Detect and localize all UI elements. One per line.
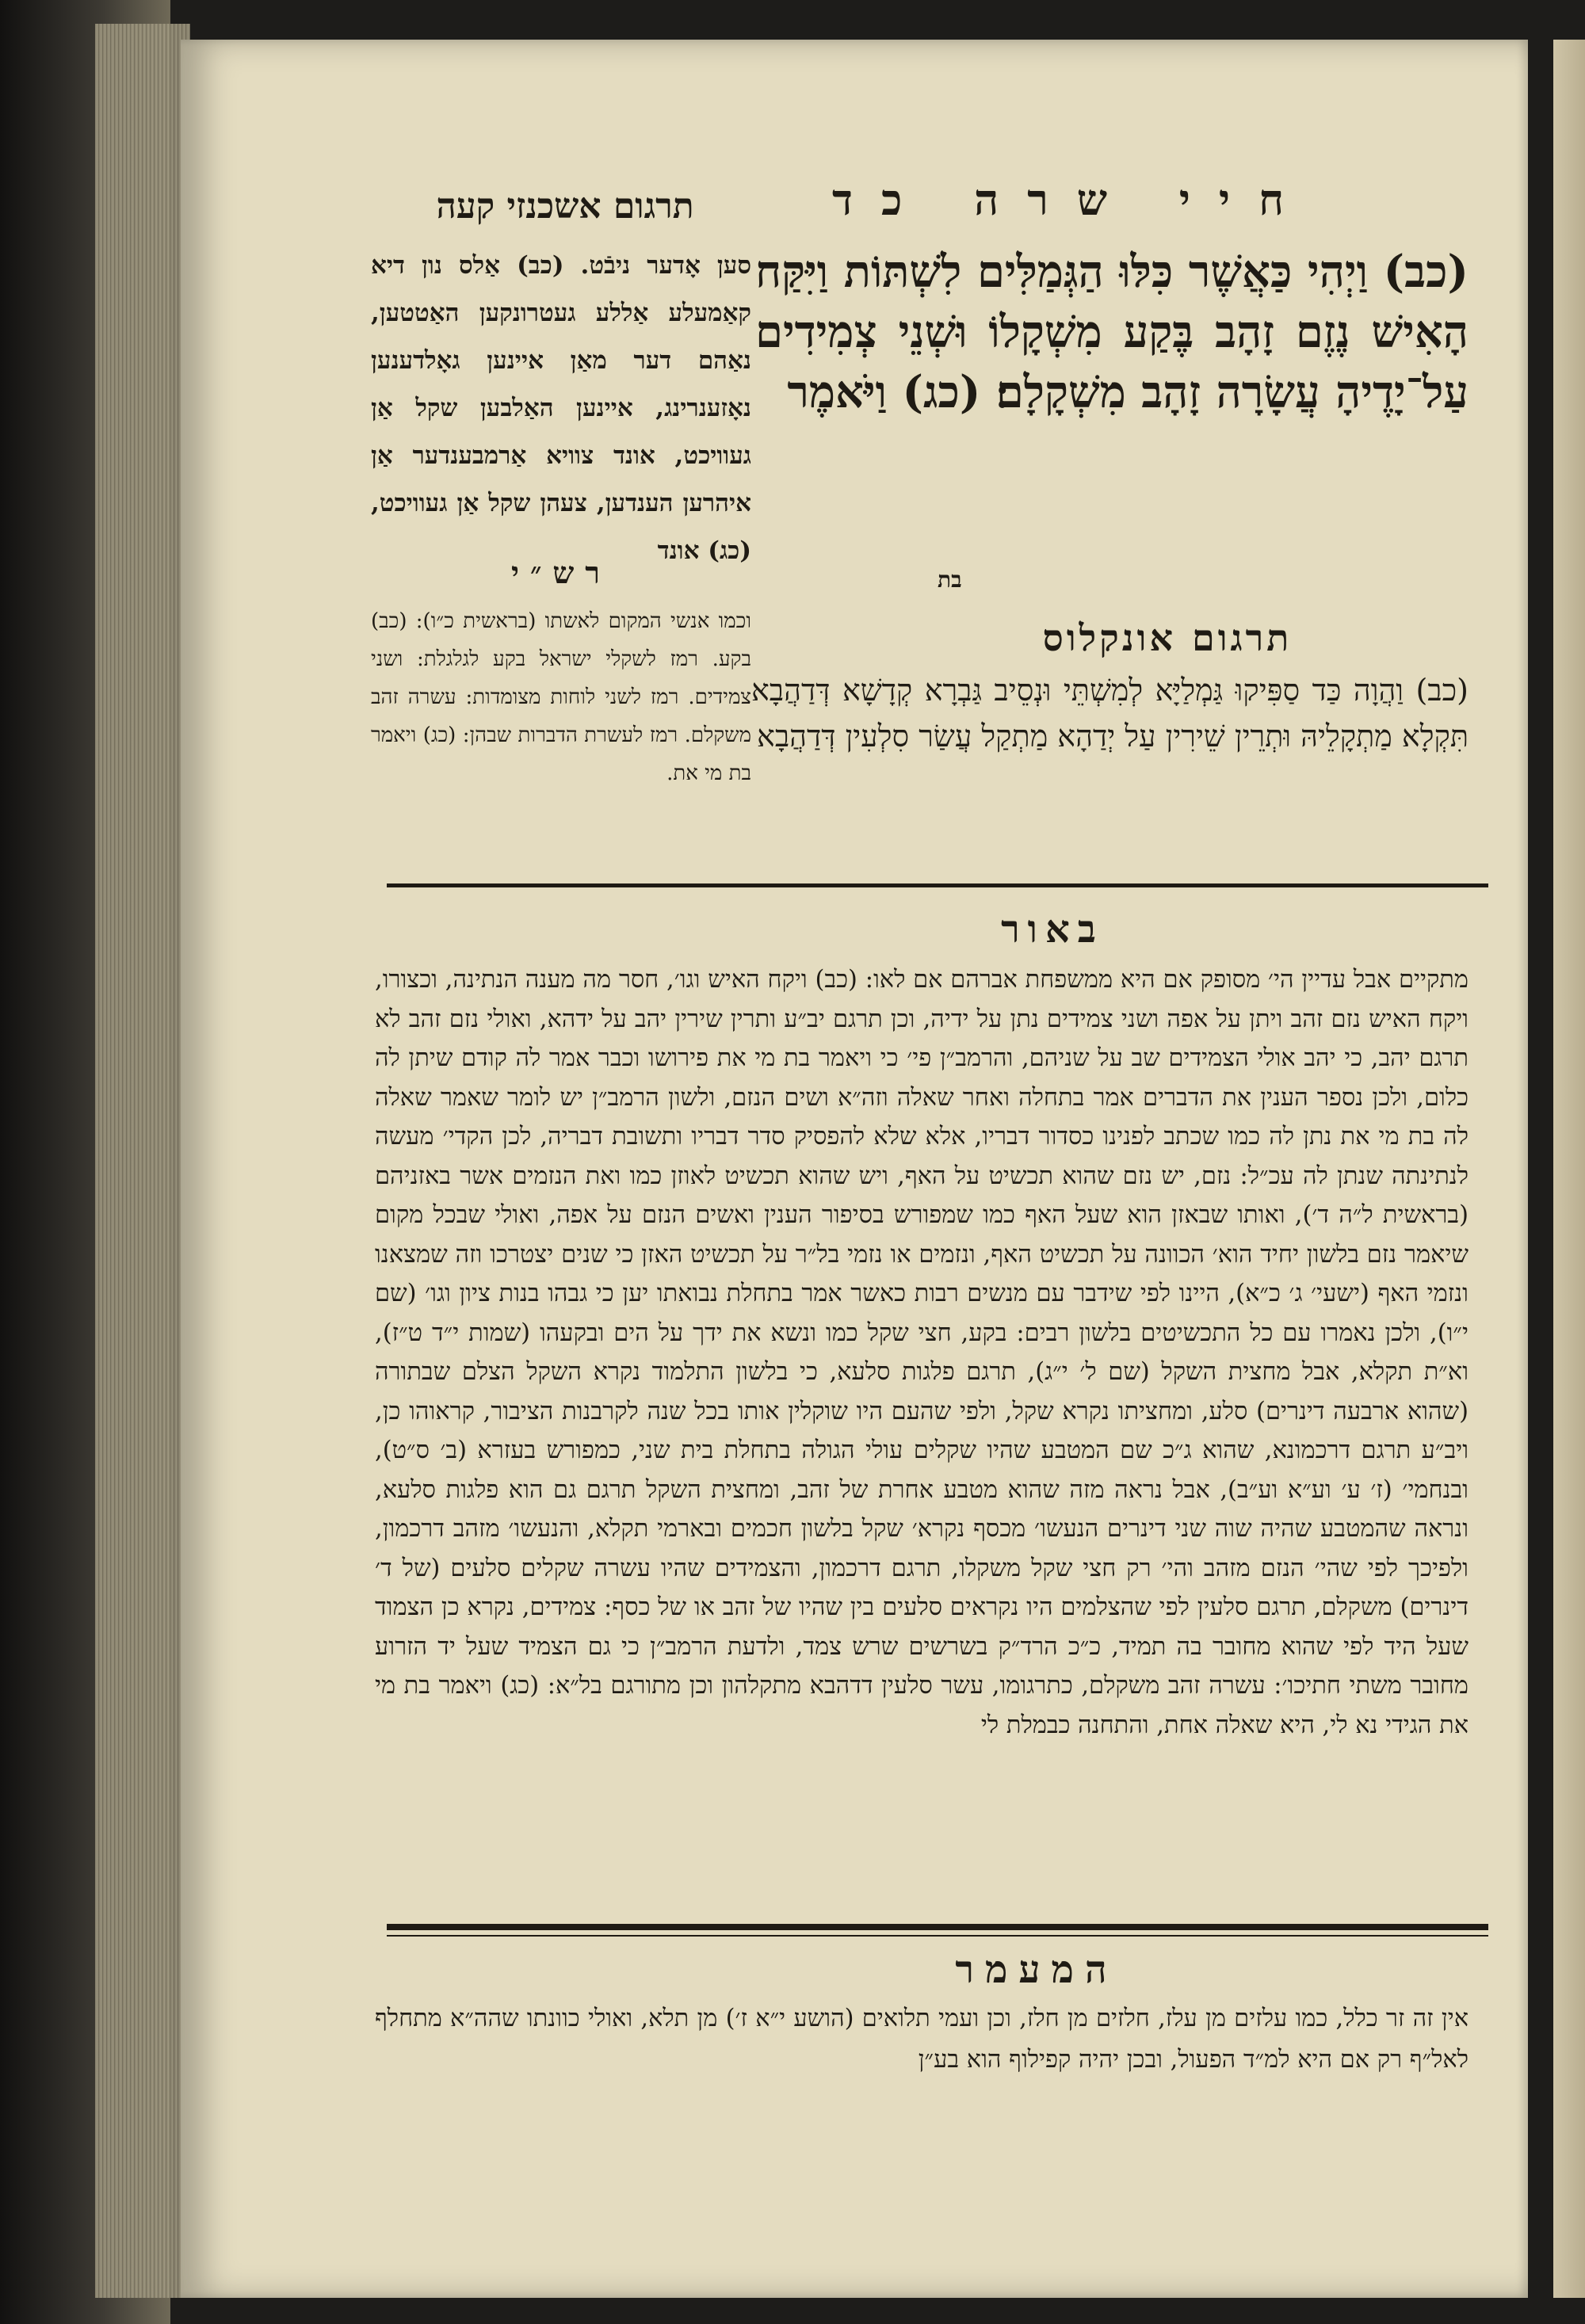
ashkenazi-translation-text: סען אָדער ניבֿט. (כב) אַלס נון דיא קאַמעלע אַללע געטרונקען האַטטען, נאַהם דער מאַן איינען גאָלדענען נאָזענרינג, איינען האַלבען שקל אַן געוויכט, אונד צוויא אַרמבענדער אַן איהרען הענדען, צעהן שקל אַן געוויכט, (כג) אונד (371, 251, 751, 565)
onkelos-text: (כב) וַהֲוָה כַּד סַפִּיקוּ גַּמְלַיָּא לְמִשְׁתֵּי וּנְסֵיב גַּבְרָא קְדָשָׁא דְּדַהֲבָא תִּקְלָא מַתְקָלֵיהּ וּתְרֵין שֵׁירִין עַל יְדַהָא מַתְקַל עֲשַׂר סִלְעִין דְּדַהֲבָא (751, 673, 1469, 754)
maamar-heading: המעמר (955, 1948, 1118, 1992)
rashi-heading: רש״י (511, 555, 611, 590)
biur-heading: באור (1001, 907, 1104, 952)
section-divider (387, 883, 1488, 887)
running-header-parasha: חיי שרה כד (831, 174, 1313, 225)
rashi-commentary-text: וכמו אנשי המקום לאשתו (בראשית כ״ו): (כב) בקע. רמז לשקלי ישראל בקע לגלגלת: ושני צמידים. רמז לשני לוחות מצומדות: עשרה זהב משקלם. רמז לעשרת הדברות שבהן: (כג) ויאמר בת מי את. (371, 609, 751, 785)
next-page-edge (1553, 40, 1585, 2298)
maamar-text: אין זה זר כלל, כמו עלזים מן עלז, חלזים מן חלז, וכן ועמי תלואים (הושע י״א ז׳) מן תלא, ואולי כוונתו שהה״א מתחלף לאל״ף רק אם היא למ״ד הפעול, ובכן יהיה קפילוף הוא בע״ן (375, 2005, 1469, 2074)
torah-verse-text: (כב) וַיְהִי כַּאֲשֶׁר כִּלּוּ הַגְּמַלִּים לִשְׁתּוֹת וַיִּקַּח הָאִישׁ נֶזֶם זָהָב בֶּקַע מִשְׁקָלוֹ וּשְׁנֵי צְמִידִים עַל־יָדֶיהָ עֲשָׂרָה זָהָב מִשְׁקָלָם׃ (כג) וַיֹּאמֶר (755, 246, 1469, 418)
biur-commentary-text: מתקיים אבל עדיין הי׳ מסופק אם היא ממשפחת אברהם אם לאו: (כב) ויקח האיש וגו׳, חסר מה מענה הנתינה, וכצורו, ויקח האיש נזם זהב ויתן על אפה ושני צמידים נתן על ידיה, וכן תרגם יב״ע ותרין שירין יהב על ידהא, ואולי נזם זהב לא תרגם יהב, כי יהב אולי הצמידים שב על שניהם, והרמב״ן פי׳ כי ויאמר בת מי את פירושו וכבר אמר לה קודם שיתן לה כלום, ולכן נספר הענין את הדברים אמר בתחלה ואחר שאלה וזה״א ושים הנזם, ולשון הרמב״ן יש לומר שאמר שאלה לה בת מי את נתן לה כמו שכתב לפנינו כסדור דבריו, אלא שלא להפסיק סדר דבריו ותשובת דבריה, לכן הקדי׳ מעשה לנתינתה שנתן לה עכ״ל: נזם, יש נזם שהוא תכשיט על האף, ויש שהוא תכשיט לאוזן כמו ואת הנזמים אשר באזניהם (בראשית ל״ה ד׳), ואותו שבאזן הוא שעל האף כמו שמפורש בסיפור הענין ואשים הנזם על אפה, ואולי שבכל מקום שיאמר נזם בלשון יחיד הוא׳ הכוונה על תכשיט האף, ונזמים או נזמי בל״ר על תכשיט האזן כי שנים יצטרכו וזה שמצאנו ונזמי האף (ישעי׳ ג׳ כ״א), היינו לפי שידבר עם מנשים רבות כאשר אמר בתחלת נבואתו יען כי גבהו בנות ציון וגו׳ (שם י״ו), ולכן נאמרו עם כל התכשיטים בלשון רבים: בקע, חצי שקל כמו ונשא את ידך על הים ובקעהו (שמות י״ד ט״ז), וא״ת תקלא, אבל מחצית השקל (שם ל׳ י״ג), תרגם פלגות סלעא, כי בלשון התלמוד נקרא השקל הצלם שבתורה (שהוא ארבעה דינרים) סלע, ומחציתו נקרא שקל, ולפי שהעם היו שוקלין אותו בכל שנה לקרבנות הציבור, קראוהו כן, ויב״ע תרגם דרכמונא, שהוא ג״כ שם המטבע שהיו שקלים עולי הגולה בתחלת בית שני, כמפורש בעזרא (ב׳ ס״ט), ובנחמי׳ (ז׳ ע׳ וע״א וע״ב), אבל נראה מזה שהוא מטבע אחרת של זהב, ומחצית השקל תרגם גם הוא פלגות סלעא, ונראה שהמטבע שהיה שוה שני דינרים הנעשו׳ מכסף נקרא׳ שקל בלשון חכמים ובארמי תקלא, והנעשו׳ מזהב דרכמון, ולפיכך לפי שהי׳ הנזם מזהב והי׳ רק חצי שקל משקלו, תרגם דרכמון, והצמידים שהיו עשרה שקלים סלעים (של ד׳ דינרים) משקלם, תרגם סלעין לפי שהצלמים היו נקראים סלעים בין שהיו של זהב או של כסף: צמידים, נקרא כן הצמוד שעל היד לפי שהוא מחובר בה תמיד, כ״כ הרד״ק בשרשים שרש צמד, ולדעת הרמב״ן כי גם הצמיד שעל יד הזרוע מחובר משתי חתיכו׳: עשרה זהב משקלם, כתרגומו, עשר סלעין דדהבא מתקלהון וכן מתורגם בל״א: (כג) ויאמר בת מי את הגידי נא לי, היא שאלה אחת, והתחנה כבמלת לי (375, 966, 1469, 1739)
page-stack-edge (95, 24, 190, 2298)
running-header-targum: תרגום אשכנזי קעה (436, 186, 694, 227)
book-page (181, 40, 1528, 2298)
section-divider-thick (387, 1924, 1488, 1930)
section-divider-thin (387, 1935, 1488, 1937)
catchword: בת (938, 567, 962, 593)
onkelos-heading: תרגום אונקלוס (1042, 616, 1293, 659)
